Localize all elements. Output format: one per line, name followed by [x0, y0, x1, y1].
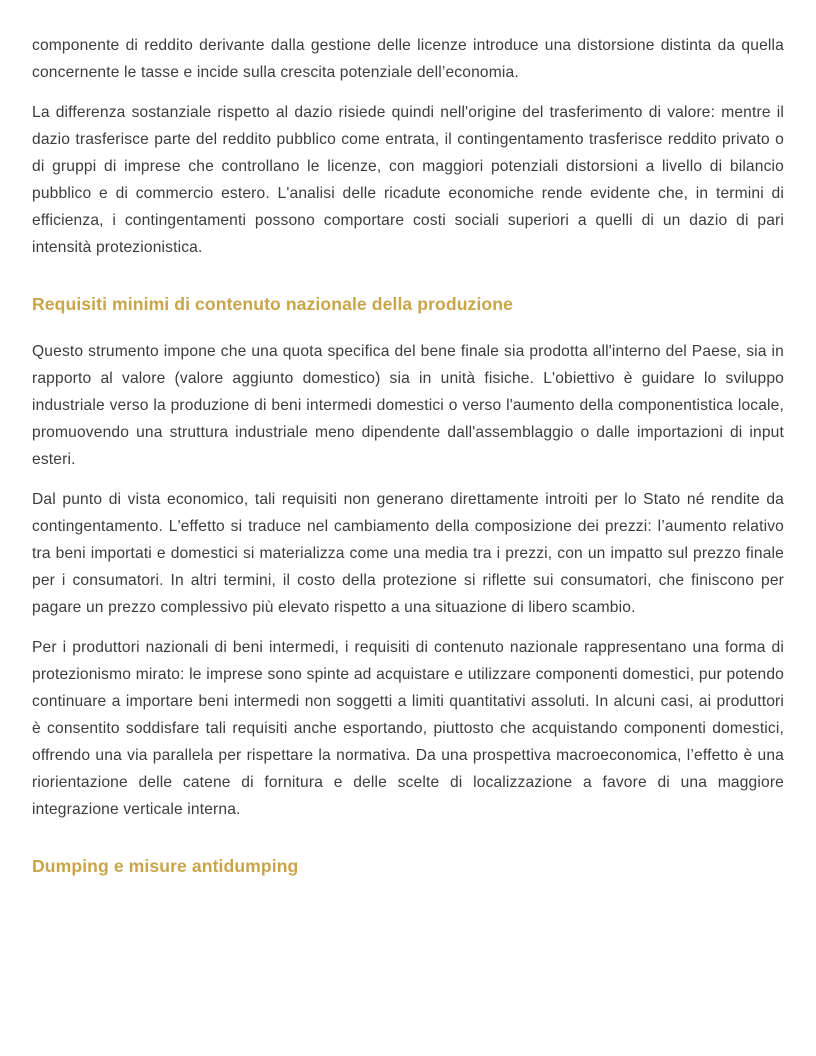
paragraph-quota-specifica-bene-finale: Questo strumento impone che una quota specifica del bene finale sia prodotta all'interno del Paese, sia in rapporto al valore (valore aggiunto domestico) sia in unità fisiche. L'obiettivo è guidare lo sviluppo industriale verso la produzione di beni intermedi domestici o verso l'aumento della componentistica locale, promuovendo una struttura industriale meno dipendente dall'assemblaggio o dalle importazioni di input esteri. — [32, 343, 784, 468]
paragraph-differenza-dazio-contingentamento: La differenza sostanziale rispetto al dazio risiede quindi nell'origine del trasferimento di valore: mentre il dazio trasferisce parte del reddito pubblico come entrata, il contingentamento trasferisce reddito privato o di gruppi di imprese che controllano le licenze, con maggiori potenziali distorsioni a livello di bilancio pubblico e di commercio estero. L'analisi delle ricadute economiche rende evidente che, in termini di efficienza, i contingentamenti possono comportare costi sociali superiori a quelli di un dazio di pari intensità protezionistica. — [32, 104, 784, 256]
paragraph-punto-di-vista-economico: Dal punto di vista economico, tali requisiti non generano direttamente introiti per lo Stato né rendite da contingentamento. L'effetto si traduce nel cambiamento della composizione dei prezzi: l’aumento relativo tra beni importati e domestici si materializza come una media tra i prezzi, con un impatto sul prezzo finale per i consumatori. In altri termini, il costo della protezione si riflette sui consumatori, che finiscono per pagare un prezzo complessivo più elevato rispetto a una situazione di libero scambio. — [32, 491, 784, 616]
document-body — [32, 32, 784, 878]
paragraph-produttori-nazionali-beni-intermedi: Per i produttori nazionali di beni intermedi, i requisiti di contenuto nazionale rappresentano una forma di protezionismo mirato: le imprese sono spinte ad acquistare e utilizzare componenti domestici, pur potendo continuare a importare beni intermedi non soggetti a limiti quantitativi assoluti. In alcuni casi, ai produttori è consentito soddisfare tali requisiti anche esportando, piuttosto che acquistando componenti domestici, offrendo una via parallela per rispettare la normativa. Da una prospettiva macroeconomica, l’effetto è una riorientazione delle catene di fornitura e delle scelte di localizzazione a favore di una maggiore integrazione verticale interna. — [32, 639, 784, 818]
heading-dumping-e-misure-antidumping: Dumping e misure antidumping — [32, 856, 299, 876]
heading-requisiti-minimi-contenuto-nazionale: Requisiti minimi di contenuto nazionale della produzione — [32, 294, 513, 314]
paragraph-licenze-distorsione: componente di reddito derivante dalla gestione delle licenze introduce una distorsione distinta da quella concernente le tasse e incide sulla crescita potenziale dell’economia. — [32, 37, 784, 81]
